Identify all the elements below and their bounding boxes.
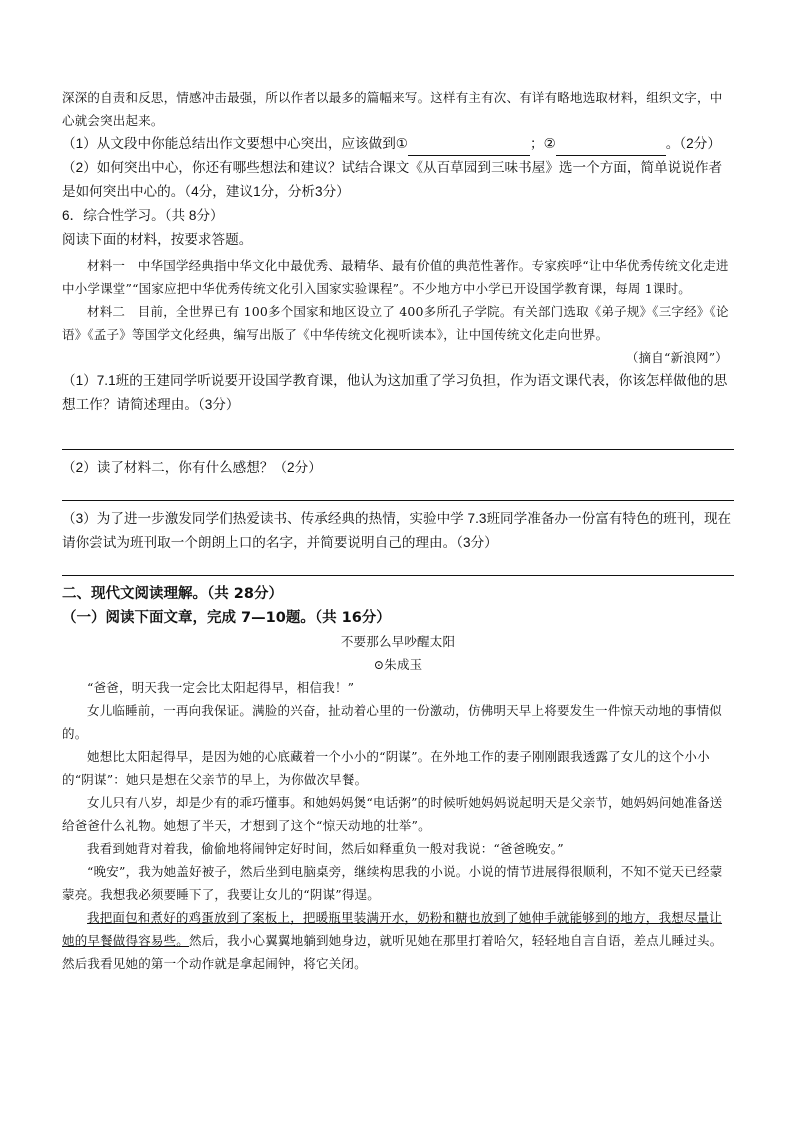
source-note: （摘自“新浪网”） bbox=[625, 350, 728, 365]
article-title: 不要那么早吵醒太阳 bbox=[340, 634, 456, 649]
article-paragraph: 我看到她背对着我，偷偷地将闹钟定好时间，然后如释重负一般对我说：“爸爸晚安。” bbox=[87, 841, 564, 856]
exam-page bbox=[62, 86, 734, 975]
answer-line-6-2[interactable] bbox=[62, 480, 734, 501]
section-2-title: 二、现代文阅读理解。（共 28分） bbox=[62, 586, 283, 602]
question-6-1: （1）7.1班的王建同学听说要开设国学教育课，他认为这加重了学习负担，作为语文课代表，你该怎样做他的思想工作？请简述理由。（3分） bbox=[62, 373, 728, 412]
article-paragraph: “晚安”，我为她盖好被子，然后坐到电脑桌旁，继续构思我的小说。小说的情节进展得很顺利，不知不觉天已经蒙蒙亮。我想我必须要睡下了，我要让女儿的“阴谋”得逞。 bbox=[62, 864, 723, 902]
answer-line-6-1[interactable] bbox=[62, 417, 734, 450]
question-6-intro: 阅读下面的材料，按要求答题。 bbox=[62, 232, 253, 247]
material-two: 材料二 目前，全世界已有 100多个国家和地区设立了 400多所孔子学院。有关部门选取《弟子规》《三字经》《论语》《孟子》等国学文化经典，编写出版了《中华传统文化视听读本》，让中国传统文化走向世界。 bbox=[62, 304, 729, 342]
material-one: 材料一 中华国学经典指中华文化中最优秀、最精华、最有价值的典范性著作。专家疾呼“让中华优秀传统文化走进中小学课堂”“国家应把中华优秀传统文化引入国家实验课程”。不少地方中小学已开设国学教育课，每周 1课时。 bbox=[62, 258, 729, 296]
section-2-subtitle: （一）阅读下面文章，完成 7—10题。（共 16分） bbox=[62, 610, 391, 626]
article-paragraph-last: 我把面包和煮好的鸡蛋放到了案板上，把暖瓶里装满开水，奶粉和糖也放到了她伸手就能够到的地方，我想尽量让她的早餐做得容易些。然后，我小心翼翼地躺到她身边，就听见她在那里打着哈欠，轻轻地自言自语，差点儿睡过头。然后我看见她的第一个动作就是拿起闹钟，将它关闭。 bbox=[62, 910, 723, 971]
question-5-2: （2）如何突出中心，你还有哪些想法和建议？试结合课文《从百草园到三味书屋》选一个方面，简单说说作者是如何突出中心的。（4分，建议1分，分析3分） bbox=[62, 160, 723, 199]
article-paragraph: 她想比太阳起得早，是因为她的心底藏着一个小小的“阴谋”。在外地工作的妻子刚刚跟我透露了女儿的这个小小的“阴谋”：她只是想在父亲节的早上，为你做次早餐。 bbox=[62, 749, 710, 787]
answer-line-6-3[interactable] bbox=[62, 555, 734, 576]
underlined-sentence: 我把面包和煮好的鸡蛋放到了案板上，把暖瓶里装满开水，奶粉和糖也放到了她伸手就能够到的地方，我想尽量让她的早餐做得容易些。 bbox=[62, 910, 723, 948]
question-5-1: （1）从文段中你能总结出作文要想中心突出，应该做到① ；② 。（2分） bbox=[62, 132, 734, 156]
article-author: ⊙朱成玉 bbox=[373, 657, 423, 672]
article-paragraph: 女儿只有八岁，却是少有的乖巧懂事。和她妈妈煲“电话粥”的时候听她妈妈说起明天是父亲节，她妈妈问她准备送给爸爸什么礼物。她想了半天，才想到了这个“惊天动地的壮举”。 bbox=[62, 795, 723, 833]
question-6-2: （2）读了材料二，你有什么感想？（2分） bbox=[62, 460, 322, 475]
question-6-3: （3）为了进一步激发同学们热爱读书、传承经典的热情，实验中学 7.3班同学准备办一份富有特色的班刊，现在请你尝试为班刊取一个朗朗上口的名字，并简要说明自己的理由。（3分） bbox=[62, 511, 732, 550]
article-paragraph: 女儿临睡前，一再向我保证。满脸的兴奋，扯动着心里的一份激动，仿佛明天早上将要发生一件惊天动地的事情似的。 bbox=[62, 703, 723, 741]
answer-blank-2[interactable] bbox=[556, 141, 666, 156]
continued-paragraph: 深深的自责和反思，情感冲击最强，所以作者以最多的篇幅来写。这样有主有次、有详有略地选取材料，组织文字，中心就会突出起来。 bbox=[62, 90, 723, 128]
question-6-title: 6．综合性学习。（共 8分） bbox=[62, 208, 224, 223]
article-paragraph: “爸爸，明天我一定会比太阳起得早，相信我！” bbox=[87, 680, 355, 695]
answer-blank-1[interactable] bbox=[408, 141, 530, 156]
